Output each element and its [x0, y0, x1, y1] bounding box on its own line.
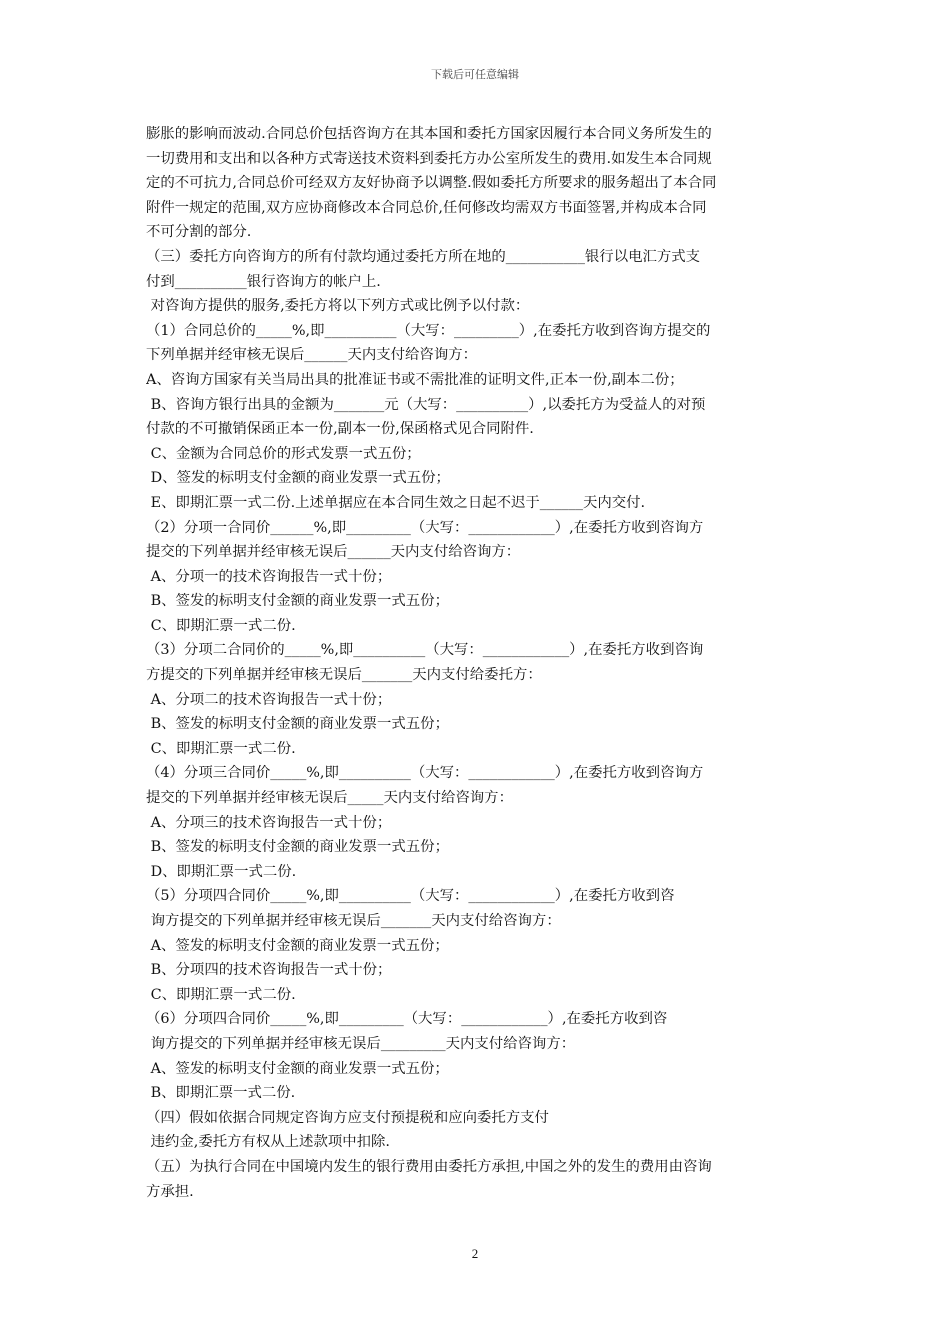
text-line: A、签发的标明支付金额的商业发票一式五份； — [146, 937, 449, 954]
text-line: （3）分项二合同价的_____%,即__________（大写：____________）,在委托方收到咨询 — [146, 642, 704, 659]
text-line: C、即期汇票一式二份. — [146, 986, 296, 1003]
contract-body-text — [146, 122, 818, 1204]
text-line: C、即期汇票一式二份. — [146, 617, 296, 634]
text-line: 膨胀的影响而波动.合同总价包括咨询方在其本国和委托方国家因履行本合同义务所发生的 — [146, 126, 712, 142]
text-line: 付到__________银行咨询方的帐户上. — [146, 273, 381, 290]
text-line: B、咨询方银行出具的金额为_______元（大写：__________）,以委托方为受益人的对预 — [146, 396, 706, 413]
text-line: 方提交的下列单据并经审核无误后_______天内支付给委托方： — [146, 667, 542, 684]
text-line: B、签发的标明支付金额的商业发票一式五份； — [146, 593, 449, 610]
text-line: （三）委托方向咨询方的所有付款均通过委托方所在地的___________银行以电汇方式支 — [146, 248, 701, 265]
text-line: 下列单据并经审核无误后______天内支付给咨询方： — [146, 347, 477, 364]
text-line: A、分项一的技术咨询报告一式十份； — [146, 568, 392, 585]
text-line: （4）分项三合同价_____%,即__________（大写：____________）,在委托方收到咨询方 — [146, 765, 704, 782]
text-line: A、签发的标明支付金额的商业发票一式五份； — [146, 1060, 449, 1077]
text-line: B、签发的标明支付金额的商业发票一式五份； — [146, 716, 449, 733]
text-line: 付款的不可撤销保函正本一份,副本一份,保函格式见合同附件. — [146, 421, 534, 438]
text-line: 询方提交的下列单据并经审核无误后_______天内支付给咨询方： — [146, 913, 561, 929]
text-line: B、签发的标明支付金额的商业发票一式五份； — [146, 839, 449, 856]
page-number: 2 — [471, 1246, 479, 1261]
text-line: （6）分项四合同价_____%,即_________（大写：____________）,在委托方收到咨 — [146, 1011, 668, 1028]
text-line: E、即期汇票一式二份.上述单据应在本合同生效之日起不迟于______天内交付. — [146, 494, 646, 511]
text-line: D、签发的标明支付金额的商业发票一式五份； — [146, 470, 450, 487]
text-line: A、咨询方国家有关当局出具的批准证书或不需批准的证明文件,正本一份,副本二份； — [146, 371, 684, 388]
text-line: 附件一规定的范围,双方应协商修改本合同总价,任何修改均需双方书面签署,并构成本合同 — [146, 199, 707, 216]
text-line: 不可分割的部分. — [146, 224, 252, 241]
text-line: （四）假如依据合同规定咨询方应支付预提税和应向委托方支付 — [146, 1109, 549, 1126]
text-line: 提交的下列单据并经审核无误后______天内支付给咨询方： — [146, 544, 521, 561]
text-line: D、即期汇票一式二份. — [146, 863, 297, 880]
text-line: 询方提交的下列单据并经审核无误后_________天内支付给咨询方： — [146, 1035, 576, 1052]
text-line: B、分项四的技术咨询报告一式十份； — [146, 962, 392, 979]
page-header: 下载后可任意编辑 — [431, 68, 519, 81]
text-line: （五）为执行合同在中国境内发生的银行费用由委托方承担,中国之外的发生的费用由咨询 — [146, 1158, 712, 1175]
text-line: （2）分项一合同价______%,即_________（大写：____________）,在委托方收到咨询方 — [146, 519, 704, 536]
text-line: 对咨询方提供的服务,委托方将以下列方式或比例予以付款： — [146, 298, 530, 315]
text-line: 定的不可抗力,合同总价可经双方友好协商予以调整.假如委托方所要求的服务超出了本合同 — [146, 175, 717, 192]
text-line: 方承担. — [146, 1183, 194, 1200]
text-line: （5）分项四合同价_____%,即__________（大写：____________）,在委托方收到咨 — [146, 888, 675, 905]
text-line: （1）合同总价的_____%,即__________（大写：_________）,在委托方收到咨询方提交的 — [146, 322, 711, 339]
text-line: C、即期汇票一式二份. — [146, 740, 296, 757]
text-line: 一切费用和支出和以各种方式寄送技术资料到委托方办公室所发生的费用.如发生本合同规 — [146, 150, 712, 167]
text-line: B、即期汇票一式二份. — [146, 1085, 296, 1102]
text-line: 违约金,委托方有权从上述款项中扣除. — [146, 1134, 390, 1151]
text-line: C、金额为合同总价的形式发票一式五份； — [146, 445, 421, 462]
text-line: 提交的下列单据并经审核无误后_____天内支付给咨询方： — [146, 790, 513, 807]
text-line: A、分项二的技术咨询报告一式十份； — [146, 691, 392, 708]
text-line: A、分项三的技术咨询报告一式十份； — [146, 814, 392, 831]
